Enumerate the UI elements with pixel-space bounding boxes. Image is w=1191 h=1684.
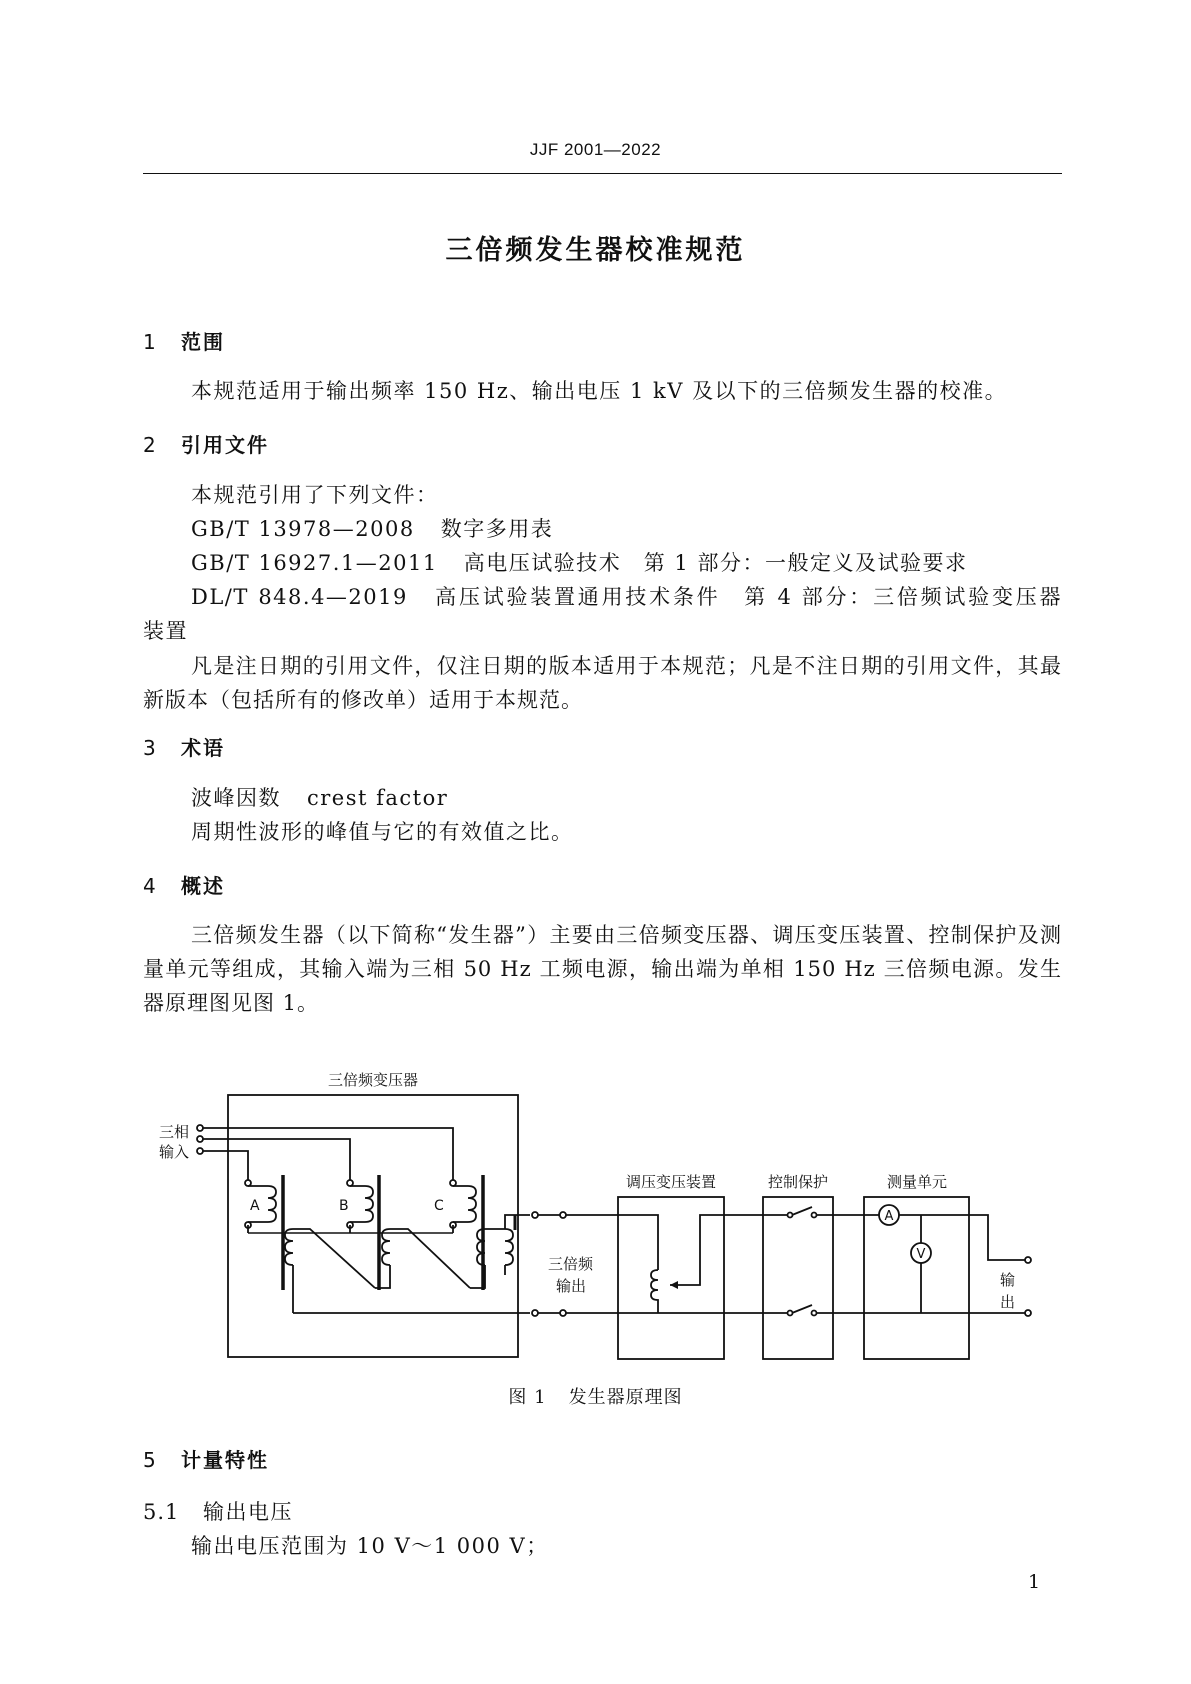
section-2-heading: [143, 429, 269, 458]
final-output-label-2: 出: [1000, 1293, 1016, 1311]
input-label-line-2: 输入: [158, 1143, 190, 1161]
final-output-label-1: 输: [1000, 1271, 1016, 1289]
control-protection-label: 控制保护: [767, 1173, 829, 1191]
section-4-paragraph: 三倍频发生器（以下简称“发生器”）主要由三倍频变压器、调压变压装置、控制保护及测量单元等组成，其输入端为三相 50 Hz 工频电源，输出端为单相 150 Hz 三倍频电源。发生器原理图见图 1。: [143, 923, 1062, 1015]
input-terminal: [197, 1125, 203, 1131]
measurement-unit-label: 测量单元: [886, 1173, 948, 1191]
document-title: 三倍频发生器校准规范: [445, 235, 746, 266]
section-title: 范围: [181, 330, 225, 354]
subsection-5-1-heading: [143, 1496, 293, 1526]
final-output-terminal: [1025, 1257, 1031, 1263]
running-header: JJF 2001—2022: [529, 140, 662, 159]
section-5-paragraph: 输出电压范围为 10 V～1 000 V；: [191, 1534, 549, 1558]
page-number: 1: [1028, 1571, 1041, 1593]
section-1-heading: [143, 326, 225, 355]
primary-winding-c: [450, 1180, 476, 1233]
subsection-title: 输出电压: [203, 1500, 293, 1524]
ammeter-label: A: [884, 1209, 894, 1224]
control-protection-box: [763, 1197, 833, 1359]
section-1-paragraph: 本规范适用于输出频率 150 Hz、输出电压 1 kV 及以下的三倍频发生器的校准。: [191, 379, 1008, 403]
section-number: 3: [143, 736, 156, 760]
output-terminal: [532, 1212, 538, 1218]
section-3-heading: [143, 732, 225, 761]
phase-b-label: B: [339, 1198, 349, 1214]
section-title: 计量特性: [181, 1448, 269, 1472]
reference-name: 数字多用表: [440, 517, 554, 541]
caption-text: 发生器原理图: [568, 1387, 683, 1408]
reference-item: [191, 547, 967, 577]
input-terminal: [197, 1148, 203, 1154]
term-entry: [191, 782, 448, 812]
phase-a-label: A: [250, 1198, 260, 1214]
reference-code: GB/T 13978—2008: [191, 517, 415, 541]
section-4-heading: [143, 870, 225, 899]
reference-name: 高压试验装置通用技术条件 第 4 部分：三倍频试验变压器: [433, 585, 1062, 609]
input-terminal: [197, 1136, 203, 1142]
reference-item: [191, 513, 553, 543]
term-definition: 周期性波形的峰值与它的有效值之比。: [191, 820, 574, 844]
section-5-heading: [143, 1444, 269, 1473]
section-number: 5: [143, 1448, 156, 1472]
reference-code: DL/T 848.4—2019: [191, 585, 408, 609]
header-rule: [143, 173, 1062, 174]
transformer-label: 三倍频变压器: [327, 1071, 419, 1089]
regulator-box: [618, 1197, 724, 1359]
input-label-line-1: 三相: [158, 1123, 190, 1141]
reference-code: GB/T 16927.1—2011: [191, 551, 438, 575]
voltmeter-label: V: [916, 1247, 926, 1262]
section-title: 概述: [181, 874, 225, 898]
references-note: 凡是注日期的引用文件，仅注日期的版本适用于本规范；凡是不注日期的引用文件，其最新版本（包括所有的修改单）适用于本规范。: [143, 654, 1062, 712]
references-intro: 本规范引用了下列文件：: [191, 483, 439, 507]
term-english: crest factor: [307, 786, 449, 810]
section-title: 术语: [181, 736, 225, 760]
triple-freq-output-label-1: 三倍频: [548, 1255, 594, 1273]
subsection-number: 5.1: [143, 1500, 180, 1524]
section-number: 4: [143, 874, 156, 898]
secondary-windings: [285, 1215, 530, 1313]
measurement-unit-box: [864, 1197, 969, 1359]
phase-c-label: C: [434, 1198, 444, 1214]
transformer-box: [228, 1095, 518, 1357]
term-chinese: 波峰因数: [191, 786, 281, 810]
triple-freq-output-label-2: 输出: [556, 1277, 587, 1295]
reference-name: 高电压试验技术 第 1 部分：一般定义及试验要求: [463, 551, 968, 575]
section-number: 1: [143, 330, 156, 354]
section-number: 2: [143, 433, 156, 457]
section-title: 引用文件: [181, 433, 269, 457]
final-output-terminal: [1025, 1310, 1031, 1316]
reference-continuation: 装置: [143, 619, 188, 643]
reference-item: [191, 581, 1062, 611]
output-terminal: [532, 1310, 538, 1316]
figure-caption: [0, 1383, 1191, 1409]
generator-schematic-figure: [150, 1065, 1060, 1375]
caption-number: 图 1: [508, 1387, 547, 1408]
regulator-label: 调压变压装置: [625, 1173, 717, 1191]
primary-winding-b: [347, 1180, 373, 1233]
